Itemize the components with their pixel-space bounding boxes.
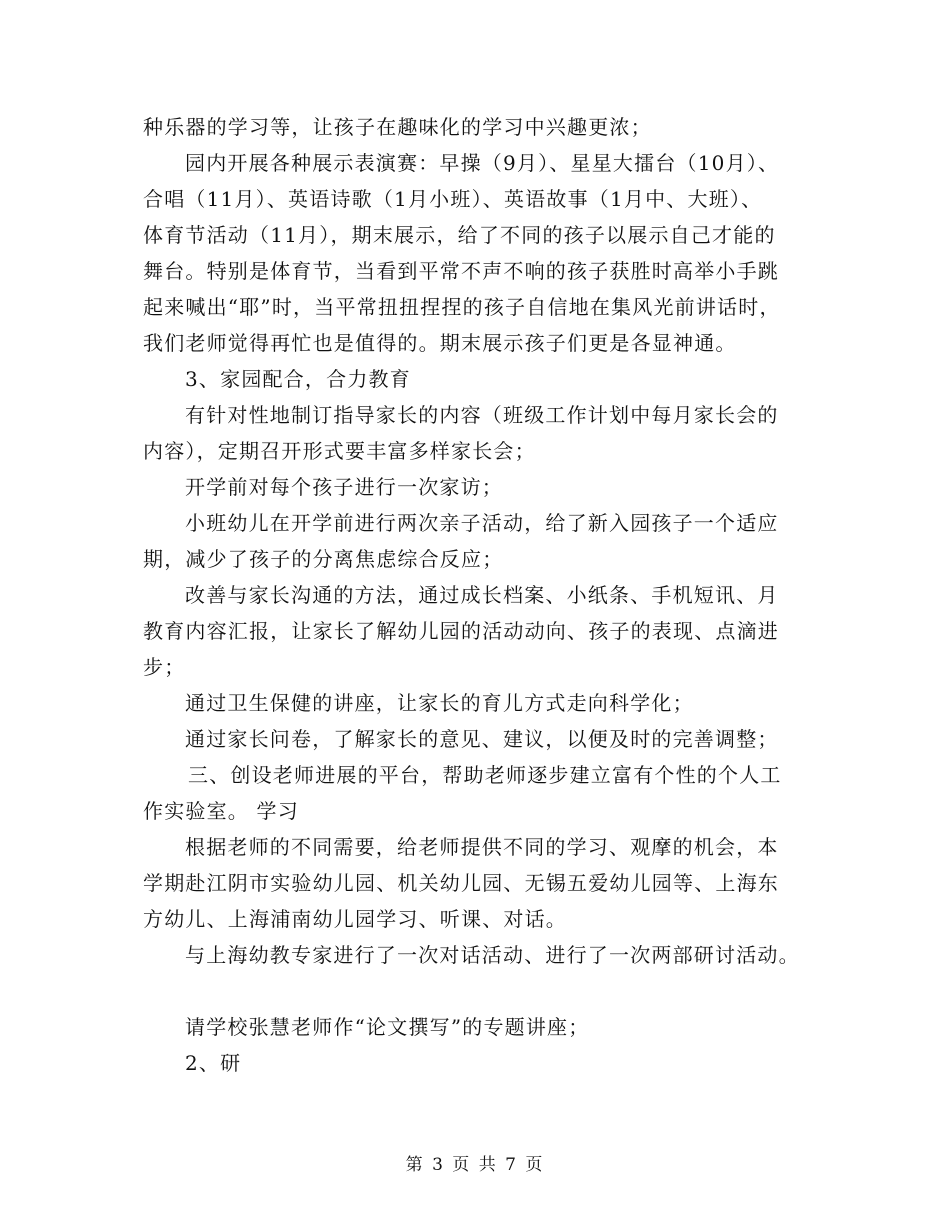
text-line: 根据老师的不同需要，给老师提供不同的学习、观摩的机会，本: [185, 835, 779, 859]
text-line: 与上海幼教专家进行了一次对话活动、进行了一次两部研讨活动。: [185, 943, 800, 967]
text-line: 种乐器的学习等，让孩子在趣味化的学习中兴趣更浓；: [143, 115, 652, 139]
text-line: 请学校张慧老师作“论文撰写”的专题讲座；: [185, 1015, 590, 1039]
text-line: 小班幼儿在开学前进行两次亲子活动，给了新入园孩子一个适应: [185, 511, 779, 535]
text-line: 体育节活动（11月），期末展示，给了不同的孩子以展示自己才能的: [143, 223, 776, 247]
page-number: 第 3 页 共 7 页: [405, 1155, 545, 1175]
text-line: 开学前对每个孩子进行一次家访；: [185, 475, 503, 499]
text-line: 通过家长问卷，了解家长的意见、建议，以便及时的完善调整；: [185, 727, 779, 751]
text-line: 学期赴江阴市实验幼儿园、机关幼儿园、无锡五爱幼儿园等、上海东: [143, 871, 779, 895]
text-line: 有针对性地制订指导家长的内容（班级工作计划中每月家长会的: [185, 403, 779, 427]
text-line: 通过卫生保健的讲座，让家长的育儿方式走向科学化；: [185, 691, 694, 715]
text-line: 舞台。特别是体育节，当看到平常不声不响的孩子获胜时高举小手跳: [143, 259, 779, 283]
text-line: 起来喊出“耶”时，当平常扭扭捏捏的孩子自信地在集风光前讲话时，: [143, 295, 781, 319]
text-line: 园内开展各种展示表演赛：早操（9月）、星星大擂台（10月）、: [185, 151, 780, 175]
text-line: 步；: [143, 655, 186, 679]
text-line: 改善与家长沟通的方法，通过成长档案、小纸条、手机短讯、月: [185, 583, 779, 607]
text-line: 合唱（11月）、英语诗歌（1月小班）、英语故事（1月中、大班）、: [143, 187, 763, 211]
text-line: 2、研: [185, 1051, 242, 1075]
text-line: 我们老师觉得再忙也是值得的。期末展示孩子们更是各显神通。: [143, 331, 737, 355]
section-heading: 3、家园配合，合力教育: [185, 367, 411, 391]
section-heading: 三、创设老师进展的平台，帮助老师逐步建立富有个性的个人工: [188, 763, 782, 787]
text-line: 期，减少了孩子的分离焦虑综合反应；: [143, 547, 504, 571]
text-line: 方幼儿、上海浦南幼儿园学习、听课、对话。: [143, 907, 567, 931]
text-line: 内容），定期召开形式要丰富多样家长会；: [143, 439, 536, 463]
text-line: 作实验室。 学习: [143, 799, 299, 823]
text-line: 教育内容汇报，让家长了解幼儿园的活动动向、孩子的表现、点滴进: [143, 619, 779, 643]
